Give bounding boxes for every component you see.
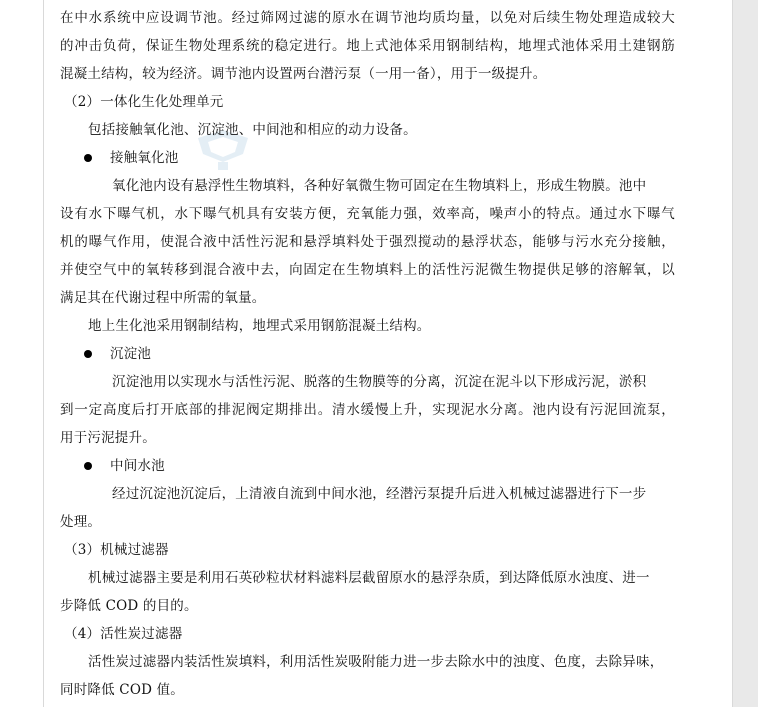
paragraph-line: 用于污泥提升。	[60, 430, 156, 446]
paragraph-line: 机械过滤器主要是利用石英砂粒状材料滤料层截留原水的悬浮杂质，到达降低原水浊度、进一	[88, 570, 650, 586]
paragraph-line: 的冲击负荷，保证生物处理系统的稳定进行。地上式池体采用钢制结构，地埋式池体采用土建钢筋	[60, 38, 675, 54]
bullet-item-sedimentation	[60, 340, 675, 368]
paragraph-line: 氧化池内设有悬浮性生物填料，各种好氧微生物可固定在生物填料上，形成生物膜。池中	[112, 178, 647, 194]
section-heading-3: （3）机械过滤器	[64, 542, 169, 558]
paragraph-line: 经过沉淀池沉淀后，上清液自流到中间水池，经潜污泵提升后进入机械过滤器进行下一步	[112, 486, 647, 502]
bullet-icon	[84, 154, 92, 162]
paragraph-line: 同时降低 COD 值。	[60, 682, 185, 698]
page-left-edge	[43, 0, 44, 707]
paragraph-line: 活性炭过滤器内装活性炭填料，利用活性炭吸附能力进一步去除水中的浊度、色度，去除异味，	[88, 654, 664, 670]
paragraph-line: 满足其在代谢过程中所需的氧量。	[60, 290, 266, 306]
paragraph-line: 包括接触氧化池、沉淀池、中间池和相应的动力设备。	[88, 122, 417, 138]
bullet-label: 沉淀池	[110, 346, 152, 362]
section-heading-2: （2）一体化生化处理单元	[64, 94, 224, 110]
paragraph-line: 混凝土结构，较为经济。调节池内设置两台潜污泵（一用一备），用于一级提升。	[60, 66, 547, 82]
paragraph-line: 在中水系统中应设调节池。经过筛网过滤的原水在调节池均质均量，以免对后续生物处理造成较大	[60, 10, 675, 26]
paragraph-line: 设有水下曝气机，水下曝气机具有安装方便，充氧能力强，效率高，噪声小的特点。通过水下曝气	[60, 206, 675, 222]
bullet-item-intermediate-tank	[60, 452, 675, 480]
section-heading-4: （4）活性炭过滤器	[64, 626, 183, 642]
paragraph-line: 并使空气中的氧转移到混合液中去，向固定在生物填料上的活性污泥微生物提供足够的溶解氧，以	[60, 262, 675, 278]
bullet-icon	[84, 462, 92, 470]
paragraph-line: 沉淀池用以实现水与活性污泥、脱落的生物膜等的分离，沉淀在泥斗以下形成污泥，淤积	[112, 374, 647, 390]
bullet-label: 中间水池	[110, 458, 165, 474]
document-body	[60, 4, 675, 704]
bullet-item-contact-oxidation	[60, 144, 675, 172]
paragraph-line: 机的曝气作用，使混合液中活性污泥和悬浮填料处于强烈搅动的悬浮状态，能够与污水充分接触，	[60, 234, 675, 250]
paragraph-line: 步降低 COD 的目的。	[60, 598, 198, 614]
paragraph-line: 到一定高度后打开底部的排泥阀定期排出。清水缓慢上升，实现泥水分离。池内设有污泥回流泵，	[60, 402, 675, 418]
page-shadow	[733, 0, 758, 707]
paragraph-line: 地上生化池采用钢制结构，地埋式采用钢筋混凝土结构。	[88, 318, 431, 334]
paragraph-line: 处理。	[60, 514, 102, 530]
bullet-icon	[84, 350, 92, 358]
bullet-label: 接触氧化池	[110, 150, 179, 166]
